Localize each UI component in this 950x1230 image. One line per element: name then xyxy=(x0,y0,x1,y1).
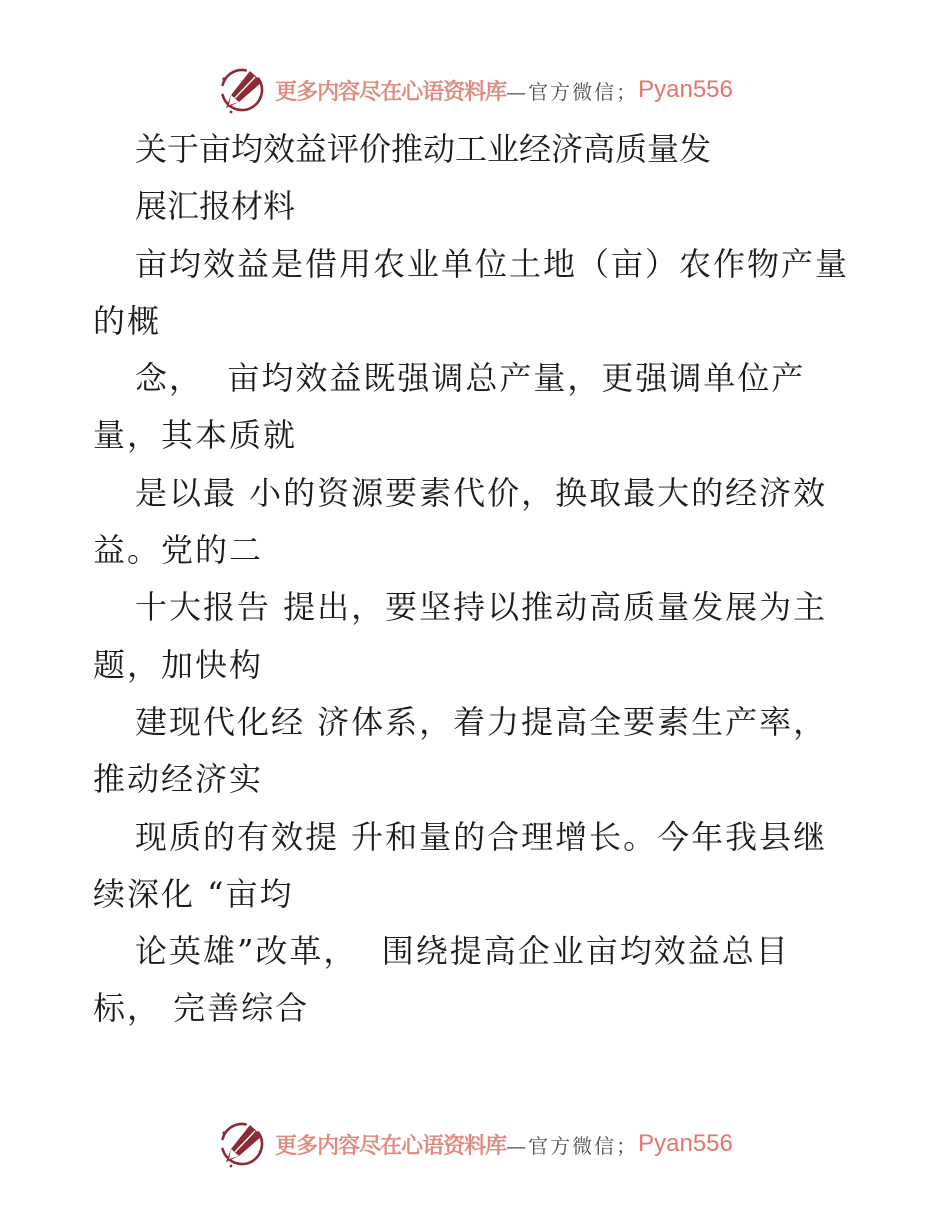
watermark-brand-text: 更多内容尽在心语资料库 xyxy=(275,78,507,105)
text-line: 益。党的二 xyxy=(93,531,264,570)
text-line: 现质的有效提 升和量的合理增长。今年我县继 xyxy=(135,817,828,856)
text-line: 的概 xyxy=(93,301,162,340)
document-text-block xyxy=(0,121,950,1038)
watermark-wechat-id: Pyan556 xyxy=(638,1130,733,1157)
text-line: 量，其本质就 xyxy=(93,416,298,455)
text-line: 十大报告 提出，要坚持以推动高质量发展为主 xyxy=(135,588,828,627)
watermark-brand-text: 更多内容尽在心语资料库 xyxy=(275,1132,507,1159)
pen-nib-circle-icon xyxy=(217,65,267,115)
text-line: 建现代化经 济体系，着力提高全要素生产率， xyxy=(135,702,828,741)
text-line: 论英雄”改革， 围绕提高企业亩均效益总目 xyxy=(135,932,790,971)
text-line: 是以最 小的资源要素代价，换取最大的经济效 xyxy=(135,473,828,512)
watermark-wechat-label: —官方微信； xyxy=(506,1133,639,1158)
text-line: 推动经济实 xyxy=(93,760,264,799)
text-line: 关于亩均效益评价推动工业经济高质量发 xyxy=(135,130,712,168)
text-line: 亩均效益是借用农业单位土地（亩）农作物产量 xyxy=(135,244,850,283)
text-line: 续深化 “亩均 xyxy=(93,874,294,913)
pen-nib-circle-icon xyxy=(217,1119,267,1169)
header-watermark xyxy=(0,62,950,118)
text-line: 标， 完善综合 xyxy=(93,989,310,1028)
footer-watermark xyxy=(0,1116,950,1172)
watermark-wechat-label: —官方微信； xyxy=(506,79,639,104)
text-line: 展汇报材料 xyxy=(135,187,296,226)
text-line: 题，加快构 xyxy=(93,645,264,684)
watermark-wechat-id: Pyan556 xyxy=(638,76,733,103)
text-line: 念， 亩均效益既强调总产量，更强调单位产 xyxy=(135,359,806,398)
